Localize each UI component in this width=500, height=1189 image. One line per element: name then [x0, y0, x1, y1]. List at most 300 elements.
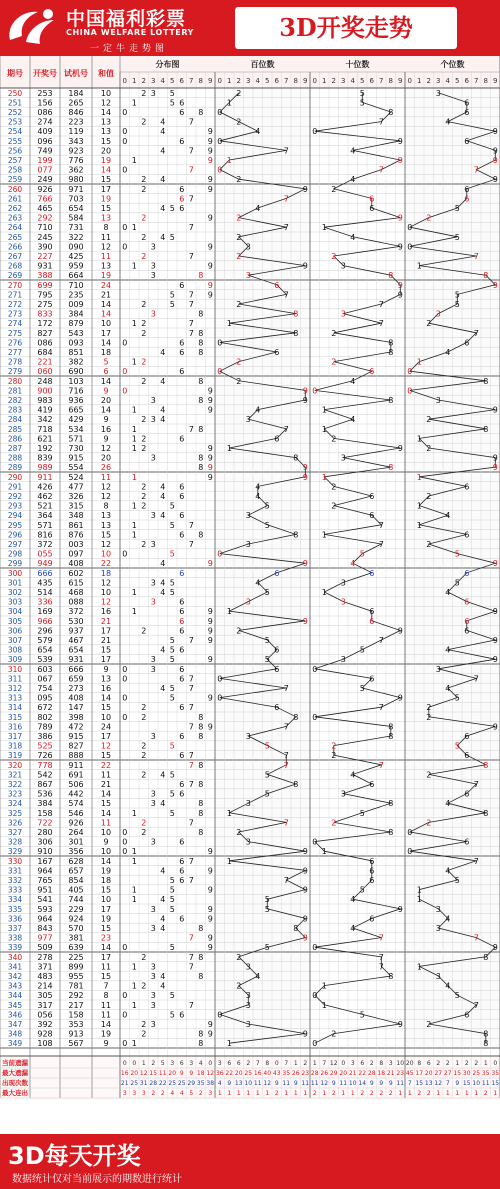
dist-mark: 6 — [179, 568, 185, 578]
position-mark: 2 — [331, 328, 337, 338]
test-cell: 876 — [68, 530, 84, 540]
sum-cell: 13 — [100, 511, 112, 521]
position-mark: 7 — [283, 760, 289, 770]
dist-mark: 6 — [179, 626, 185, 636]
position-mark: 1 — [226, 319, 232, 329]
draw-cell: 156 — [37, 98, 53, 108]
sum-cell: 17 — [100, 732, 112, 741]
draw-cell: 843 — [37, 924, 53, 933]
draw-cell: 621 — [37, 434, 53, 444]
position-mark: 7 — [283, 194, 289, 204]
draw-cell: 827 — [37, 328, 53, 338]
position-mark: 9 — [302, 559, 308, 569]
position-mark: 2 — [331, 434, 337, 444]
sum-cell: 20 — [100, 396, 112, 405]
position-mark: 5 — [264, 895, 270, 905]
sum-cell: 10 — [100, 828, 112, 837]
dist-mark: 2 — [141, 376, 147, 386]
test-cell: 265 — [68, 98, 84, 108]
position-mark: 1 — [321, 530, 327, 540]
position-mark: 1 — [321, 588, 327, 597]
test-cell: 666 — [68, 664, 84, 674]
position-mark: 0 — [312, 991, 318, 1001]
stat-value: 15 — [491, 1080, 500, 1087]
dist-mark: 3 — [150, 924, 156, 933]
sum-cell: 7 — [103, 981, 109, 991]
stat-value: 9 — [455, 1080, 460, 1087]
stat-value: 25 — [168, 1080, 177, 1087]
position-mark: 1 — [226, 444, 232, 453]
test-cell: 937 — [68, 626, 84, 636]
position-mark: 7 — [473, 328, 479, 338]
draw-cell: 816 — [37, 530, 53, 540]
position-mark: 3 — [435, 396, 441, 405]
sum-cell: 10 — [100, 847, 112, 857]
draw-cell: 928 — [37, 1029, 53, 1039]
position-mark: 1 — [321, 847, 327, 857]
issue-cell: 261 — [7, 194, 23, 204]
position-mark: 5 — [454, 876, 460, 885]
draw-cell: 390 — [37, 242, 53, 252]
stat-value: 14 — [358, 1080, 367, 1087]
position-mark: 7 — [283, 424, 289, 434]
test-cell: 408 — [68, 693, 84, 703]
sum-cell: 15 — [100, 530, 112, 540]
position-mark: 6 — [464, 789, 470, 799]
draw-cell: 983 — [37, 396, 53, 405]
draw-cell: 509 — [37, 943, 53, 953]
draw-cell: 462 — [37, 492, 53, 501]
stat-value: 1 — [455, 1060, 460, 1067]
dist-mark: 9 — [207, 866, 213, 876]
stat-value: 0 — [274, 1060, 279, 1067]
position-mark: 3 — [245, 837, 251, 847]
dist-mark: 1 — [131, 319, 137, 329]
stat-value: 3 — [217, 1060, 222, 1067]
trend-table — [0, 56, 500, 1134]
draw-cell: 292 — [37, 213, 53, 223]
stat-value: 15 — [149, 1070, 158, 1077]
dist-mark: 3 — [150, 837, 156, 847]
sum-cell: 15 — [100, 799, 112, 809]
dist-mark: 1 — [131, 962, 137, 972]
dist-mark: 2 — [141, 1020, 147, 1029]
position-mark: 4 — [255, 127, 261, 137]
sum-cell: 12 — [100, 444, 112, 453]
stat-value: 27 — [443, 1070, 452, 1077]
test-cell: 353 — [68, 1020, 84, 1029]
dist-mark: 3 — [150, 991, 156, 1001]
sum-cell: 9 — [103, 1039, 109, 1049]
brand-subtitle: 一定牛走势图 — [90, 44, 169, 54]
position-mark: 6 — [464, 616, 470, 626]
test-cell: 690 — [68, 367, 84, 377]
sum-cell: 19 — [100, 914, 112, 924]
position-mark: 0 — [217, 674, 223, 684]
position-mark: 9 — [397, 213, 403, 223]
dist-mark: 1 — [131, 520, 137, 530]
stat-value: 2 — [426, 1090, 431, 1097]
dist-mark: 5 — [169, 895, 175, 905]
position-mark: 6 — [464, 751, 470, 761]
dist-mark: 8 — [198, 424, 204, 434]
position-mark: 1 — [416, 885, 422, 895]
dist-mark: 0 — [122, 943, 128, 953]
stat-value: 2 — [274, 1090, 279, 1097]
dist-mark: 8 — [198, 396, 204, 405]
stat-value: 9 — [274, 1080, 279, 1087]
draw-cell: 249 — [37, 175, 53, 185]
position-mark: 2 — [426, 818, 432, 828]
sum-cell: 19 — [100, 271, 112, 281]
stat-value: 10 — [348, 1080, 357, 1087]
draw-cell: 539 — [37, 655, 53, 665]
digit-header: 3 — [341, 77, 346, 85]
draw-cell: 521 — [37, 501, 53, 511]
digit-header: 0 — [217, 77, 222, 85]
dist-mark: 6 — [179, 597, 185, 607]
digit-header: 2 — [141, 77, 146, 85]
dist-mark: 2 — [141, 328, 147, 338]
sum-cell: 13 — [100, 117, 112, 127]
sum-cell: 9 — [103, 664, 109, 674]
position-mark: 6 — [464, 136, 470, 146]
issue-cell: 254 — [7, 127, 23, 137]
dist-mark: 8 — [198, 732, 204, 741]
position-mark: 3 — [245, 242, 251, 252]
position-mark: 3 — [435, 664, 441, 674]
dist-mark: 9 — [207, 904, 213, 914]
dist-mark: 7 — [188, 319, 194, 329]
issue-cell: 298 — [7, 549, 23, 559]
position-mark: 3 — [340, 789, 346, 799]
dist-mark: 2 — [141, 981, 147, 991]
position-mark: 0 — [217, 693, 223, 703]
stat-value: 11 — [339, 1080, 348, 1087]
test-cell: 184 — [68, 88, 84, 98]
issue-cell: 257 — [7, 156, 23, 165]
issue-cell: 324 — [7, 799, 23, 809]
stat-value: 7 — [445, 1080, 450, 1087]
sum-cell: 8 — [103, 991, 109, 1001]
dist-mark: 6 — [179, 482, 185, 492]
issue-cell: 286 — [7, 434, 23, 444]
test-cell: 657 — [68, 866, 84, 876]
position-mark: 5 — [264, 636, 270, 645]
stat-value: 1 — [455, 1090, 460, 1097]
position-mark: 1 — [416, 434, 422, 444]
test-cell: 851 — [68, 348, 84, 357]
test-cell: 398 — [68, 712, 84, 722]
issue-cell: 260 — [7, 184, 23, 194]
position-mark: 9 — [302, 184, 308, 194]
dist-mark: 9 — [207, 242, 213, 252]
position-mark: 9 — [492, 146, 498, 156]
draw-cell: 086 — [37, 338, 53, 348]
position-mark: 9 — [302, 463, 308, 473]
test-cell: 322 — [68, 232, 84, 242]
position-mark: 2 — [236, 981, 242, 991]
draw-cell: 060 — [37, 367, 53, 377]
position-mark: 4 — [350, 895, 356, 905]
position-mark: 2 — [236, 376, 242, 386]
issue-cell: 299 — [7, 559, 23, 569]
dist-mark: 7 — [188, 328, 194, 338]
position-mark: 7 — [378, 165, 384, 175]
draw-cell: 086 — [37, 108, 53, 117]
issue-cell: 263 — [7, 213, 23, 223]
draw-cell: 167 — [37, 856, 53, 866]
test-cell: 425 — [68, 252, 84, 261]
issue-cell: 287 — [7, 444, 23, 453]
stat-value: 9 — [293, 1080, 298, 1087]
draw-cell: 426 — [37, 482, 53, 492]
dist-mark: 4 — [160, 117, 166, 127]
stat-value: 3 — [350, 1060, 355, 1067]
stat-value: 0 — [122, 1060, 127, 1067]
dist-mark: 7 — [188, 952, 194, 962]
dist-mark: 0 — [122, 693, 128, 703]
test-cell: 574 — [68, 799, 84, 809]
digit-header: 0 — [122, 77, 127, 85]
sum-cell: 17 — [100, 626, 112, 636]
dist-mark: 8 — [198, 338, 204, 348]
position-mark: 9 — [302, 616, 308, 626]
dist-mark: 2 — [141, 357, 147, 367]
dist-mark: 9 — [207, 386, 213, 396]
issue-cell: 306 — [7, 626, 23, 636]
dist-mark: 5 — [169, 290, 175, 300]
draw-cell: 900 — [37, 386, 53, 396]
stat-value: 30 — [462, 1070, 471, 1077]
position-mark: 8 — [388, 828, 394, 837]
position-mark: 7 — [283, 146, 289, 156]
position-mark: 7 — [378, 933, 384, 943]
dist-mark: 6 — [179, 98, 185, 108]
dist-mark: 9 — [207, 175, 213, 185]
position-mark: 9 — [302, 914, 308, 924]
dist-mark: 8 — [198, 1039, 204, 1049]
position-mark: 8 — [388, 271, 394, 281]
dist-mark: 0 — [122, 837, 128, 847]
position-mark: 0 — [312, 127, 318, 137]
dist-mark: 5 — [169, 684, 175, 693]
stat-value: 9 — [189, 1070, 194, 1077]
dist-mark: 5 — [169, 943, 175, 953]
stat-value: 0 — [493, 1060, 498, 1067]
position-mark: 1 — [226, 98, 232, 108]
dist-mark: 6 — [179, 492, 185, 501]
issue-cell: 323 — [7, 789, 23, 799]
digit-header: 6 — [179, 77, 184, 85]
group-distribution-header: 分布图 — [155, 60, 180, 69]
stat-value: 5 — [160, 1060, 165, 1067]
position-mark: 7 — [283, 223, 289, 233]
test-cell: 731 — [68, 223, 84, 233]
stat-value: 3 — [122, 1090, 127, 1097]
stat-value: 1 — [407, 1090, 412, 1097]
sum-cell: 26 — [100, 463, 112, 473]
draw-cell: 275 — [37, 300, 53, 309]
stat-value: 29 — [329, 1070, 338, 1077]
draw-cell: 514 — [37, 588, 53, 597]
test-cell: 570 — [68, 924, 84, 933]
position-mark: 4 — [350, 415, 356, 425]
digit-header: 7 — [474, 77, 479, 85]
position-mark: 4 — [350, 924, 356, 933]
dist-mark: 0 — [122, 549, 128, 559]
test-cell: 955 — [68, 972, 84, 981]
test-cell: 710 — [68, 280, 84, 290]
position-mark: 7 — [378, 520, 384, 530]
issue-cell: 341 — [7, 962, 23, 972]
dist-mark: 1 — [131, 424, 137, 434]
position-mark: 9 — [492, 453, 498, 463]
dist-mark: 9 — [207, 885, 213, 895]
issue-cell: 292 — [7, 492, 23, 501]
digit-header: 6 — [369, 77, 374, 85]
draw-cell: 718 — [37, 424, 53, 434]
stat-value: 9 — [331, 1080, 336, 1087]
position-mark: 3 — [245, 1000, 251, 1010]
stat-label: 最大连出 — [2, 1089, 28, 1097]
position-mark: 9 — [302, 261, 308, 271]
dist-mark: 5 — [169, 741, 175, 751]
position-mark: 7 — [283, 722, 289, 732]
stat-value: 20 — [339, 1070, 348, 1077]
dist-mark: 9 — [207, 453, 213, 463]
dist-mark: 7 — [188, 424, 194, 434]
issue-cell: 268 — [7, 261, 23, 271]
position-mark: 4 — [255, 204, 261, 213]
dist-mark: 6 — [179, 348, 185, 357]
position-mark: 7 — [378, 117, 384, 127]
position-mark: 0 — [312, 1039, 318, 1049]
dist-mark: 9 — [207, 184, 213, 194]
position-mark: 5 — [264, 770, 270, 780]
stat-value: 0 — [341, 1060, 346, 1067]
position-mark: 3 — [340, 578, 346, 588]
position-mark: 3 — [245, 415, 251, 425]
test-cell: 381 — [68, 933, 84, 943]
position-mark: 8 — [388, 338, 394, 348]
stat-value: 20 — [424, 1070, 433, 1077]
position-mark: 2 — [331, 184, 337, 194]
stat-value: 11 — [253, 1080, 262, 1087]
dist-mark: 5 — [169, 549, 175, 559]
position-mark: 0 — [407, 242, 413, 252]
dist-mark: 1 — [131, 895, 137, 905]
test-cell: 639 — [68, 943, 84, 953]
dist-mark: 8 — [198, 463, 204, 473]
position-mark: 3 — [340, 261, 346, 271]
dist-mark: 3 — [150, 415, 156, 425]
draw-cell: 435 — [37, 578, 53, 588]
position-mark: 7 — [378, 703, 384, 713]
stat-value: 15 — [415, 1080, 424, 1087]
page-title: 3D开奖走势 — [279, 13, 413, 42]
position-mark: 6 — [274, 348, 280, 357]
position-mark: 7 — [473, 165, 479, 175]
dist-mark: 4 — [160, 981, 166, 991]
draw-cell: 802 — [37, 712, 53, 722]
dist-mark: 2 — [141, 415, 147, 425]
stat-value: 23 — [301, 1070, 310, 1077]
test-cell: 861 — [68, 520, 84, 530]
stat-value: 1 — [255, 1090, 260, 1097]
dist-mark: 6 — [179, 434, 185, 444]
group-units-header: 个位数 — [440, 60, 465, 69]
test-cell: 659 — [68, 674, 84, 684]
dist-mark: 1 — [131, 434, 137, 444]
dist-mark: 7 — [188, 146, 194, 156]
sum-cell: 6 — [103, 367, 109, 377]
sum-cell: 23 — [100, 933, 112, 943]
draw-cell: 253 — [37, 88, 53, 98]
dist-mark: 2 — [141, 482, 147, 492]
stat-value: 2 — [417, 1090, 422, 1097]
position-mark: 5 — [454, 290, 460, 300]
dist-mark: 5 — [169, 789, 175, 799]
dist-mark: 6 — [179, 674, 185, 684]
dist-mark: 9 — [207, 472, 213, 482]
draw-cell: 966 — [37, 616, 53, 626]
position-mark: 2 — [236, 117, 242, 127]
position-mark: 7 — [378, 760, 384, 770]
position-mark: 9 — [492, 175, 498, 185]
stat-value: 26 — [291, 1070, 300, 1077]
sum-cell: 11 — [100, 232, 112, 242]
stat-value: 9 — [227, 1080, 232, 1087]
issue-cell: 330 — [7, 856, 23, 866]
stat-value: 1 — [312, 1060, 317, 1067]
sum-cell: 12 — [100, 540, 112, 549]
dist-mark: 9 — [207, 290, 213, 300]
dist-mark: 7 — [188, 722, 194, 732]
position-mark: 4 — [445, 588, 451, 597]
issue-cell: 272 — [7, 300, 23, 309]
dist-mark: 3 — [150, 904, 156, 914]
dist-mark: 4 — [160, 866, 166, 876]
position-mark: 4 — [350, 376, 356, 386]
issue-cell: 346 — [7, 1010, 23, 1020]
position-mark: 6 — [369, 367, 375, 377]
position-mark: 5 — [454, 300, 460, 309]
dist-mark: 0 — [122, 828, 128, 837]
dist-mark: 6 — [179, 866, 185, 876]
stat-value: 21 — [386, 1070, 395, 1077]
sum-cell: 14 — [100, 165, 112, 175]
sum-cell: 12 — [100, 482, 112, 492]
dist-mark: 7 — [188, 165, 194, 175]
dist-mark: 9 — [207, 127, 213, 137]
dist-mark: 3 — [150, 732, 156, 741]
dist-mark: 8 — [198, 799, 204, 809]
dist-mark: 0 — [122, 367, 128, 377]
dist-mark: 1 — [131, 588, 137, 597]
issue-cell: 295 — [7, 520, 23, 530]
stat-value: 1 — [493, 1090, 498, 1097]
dist-mark: 2 — [141, 818, 147, 828]
stat-value: 6 — [179, 1060, 184, 1067]
stat-value: 2 — [369, 1090, 374, 1097]
draw-cell: 214 — [37, 981, 53, 991]
position-mark: 9 — [492, 607, 498, 617]
issue-cell: 280 — [7, 376, 23, 386]
position-mark: 9 — [397, 290, 403, 300]
draw-cell: 192 — [37, 444, 53, 453]
stat-value: 4 — [198, 1060, 203, 1067]
